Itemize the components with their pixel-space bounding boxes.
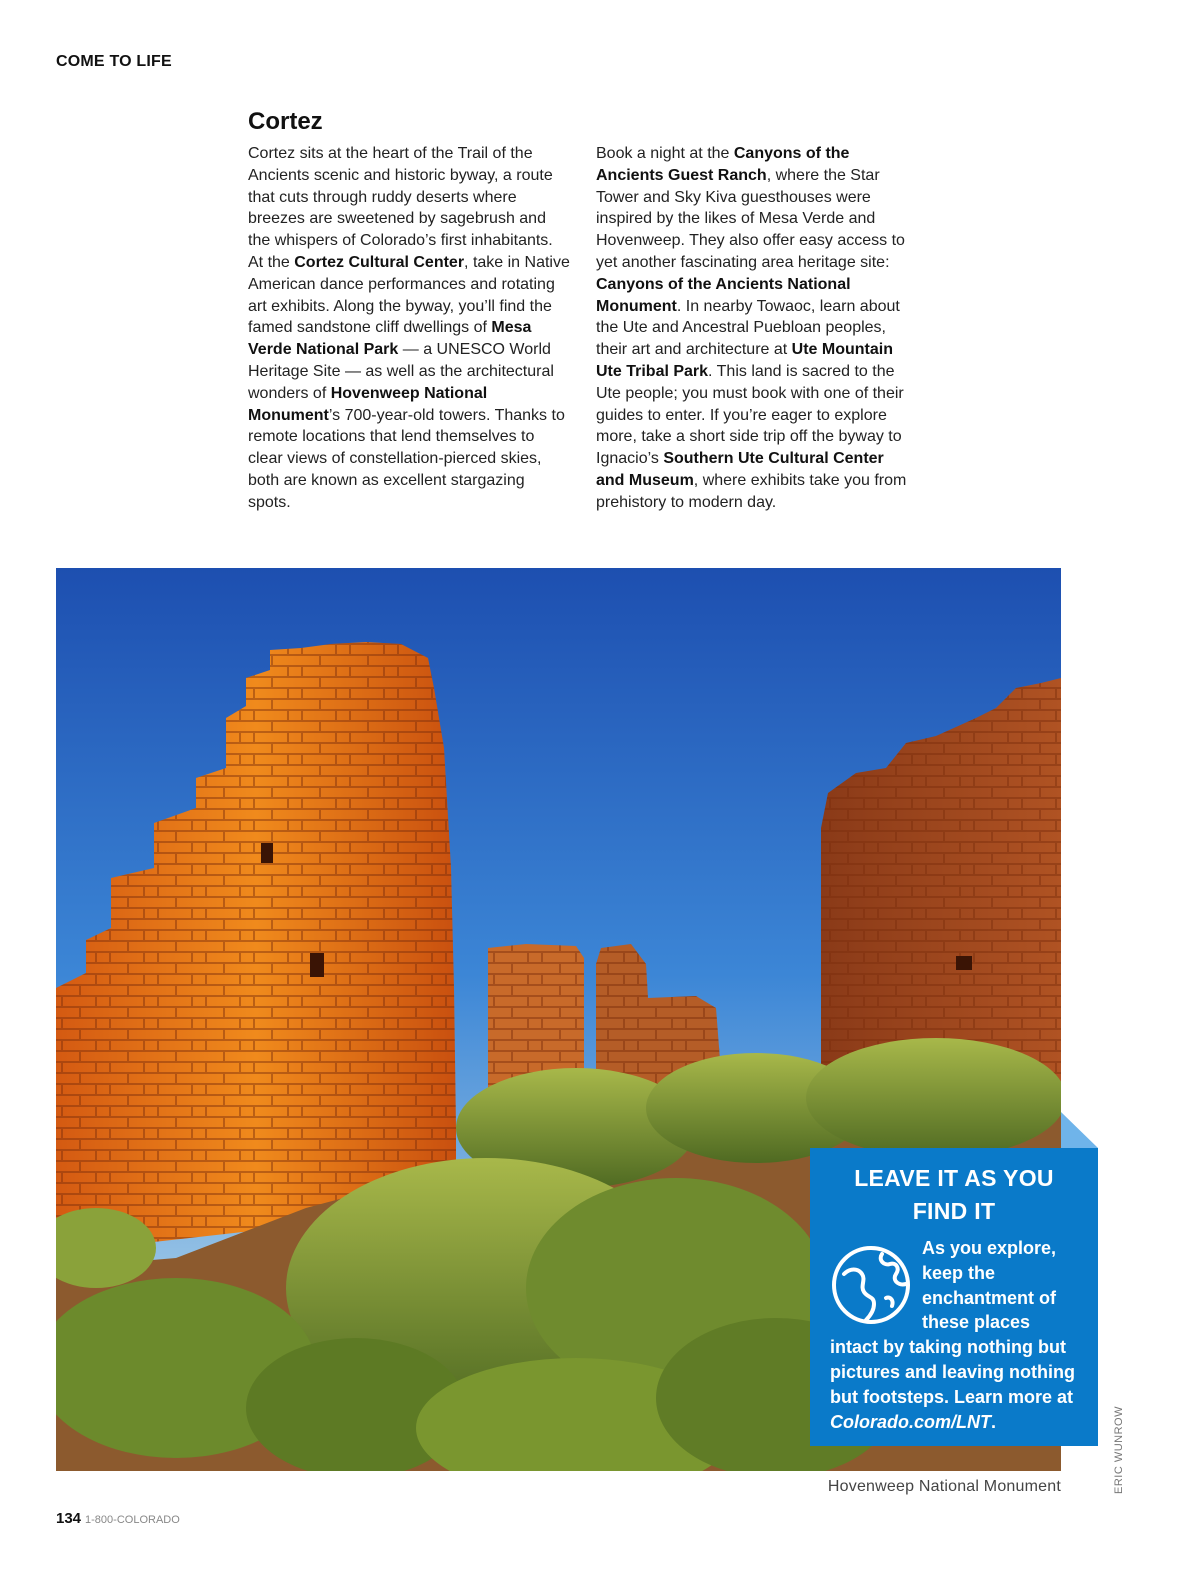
article-headline: Cortez [248, 108, 323, 135]
paragraph: Book a night at the Canyons of the Ancients Guest Ranch, where the Star Tower and Sky Kiva guesthouses were inspired by the likes of Mesa Verde and Hovenweep. They also offer easy access to yet another fascinating area heritage site: Canyons of the Ancients National Monument. In nearby Towaoc, learn about the Ute and Ancestral Puebloan peoples, their art and architecture at Ute Mountain Ute Tribal Park. This land is sacred to the Ute people; you must book with one of their guides to enter. If you’re eager to explore more, take a short side trip off the byway to Ignacio’s Southern Ute Cultural Center and Museum, where exhibits take you from prehistory to modern day. [596, 145, 907, 511]
section-label: COME TO LIFE [56, 53, 172, 70]
callout-title: LEAVE IT AS YOU FIND IT [854, 1165, 1054, 1224]
lnt-link[interactable]: Colorado.com/LNT [830, 1411, 991, 1432]
place-name: Canyons of the Ancients National Monument [596, 275, 851, 315]
place-name: Canyons of the Ancients Guest Ranch [596, 145, 850, 184]
phone-number: 1-800-COLORADO [85, 1514, 180, 1526]
paragraph: Cortez sits at the heart of the Trail of the Ancients scenic and historic byway, a route that cuts through ruddy deserts where breezes are sweetened by sagebrush and the whispers of Colorado’s first inhabitants. At the Cortez Cultural Center, take in Native American dance performances and rotating art exhibits. Along the byway, you’ll find the famed sandstone cliff dwellings of Mesa Verde National Park — a UNESCO World Heritage Site — as well as the architectural wonders of Hovenweep National Monument’s 700-year-old towers. Thanks to remote locations that lend themselves to clear views of constellation-pierced skies, both are known as excellent stargazing spots. [248, 145, 570, 511]
place-name: Hovenweep National Monument [248, 384, 488, 424]
photo-credit: ERIC WUNROW [1113, 1406, 1125, 1494]
place-name: Ute Mountain Ute Tribal Park [596, 341, 893, 380]
body-column-right [596, 143, 914, 514]
place-name: Cortez Cultural Center [294, 253, 465, 271]
photo-caption: Hovenweep National Monument [827, 1478, 1061, 1495]
leave-no-trace-callout [810, 1148, 1098, 1446]
globe-icon [830, 1244, 912, 1326]
page-footer [56, 1510, 180, 1527]
place-name: Mesa Verde National Park [248, 319, 532, 359]
body-column-left [248, 143, 570, 514]
callout-body: As you explore, keep the enchantment of these places intact by taking nothing but pictures and leaving nothing but footsteps. Learn more at Colorado.com/LNT. [830, 1238, 1076, 1432]
callout-fold [1061, 1112, 1098, 1148]
page-number: 134 [56, 1510, 82, 1527]
place-name: Southern Ute Cultural Center and Museum [596, 450, 884, 489]
